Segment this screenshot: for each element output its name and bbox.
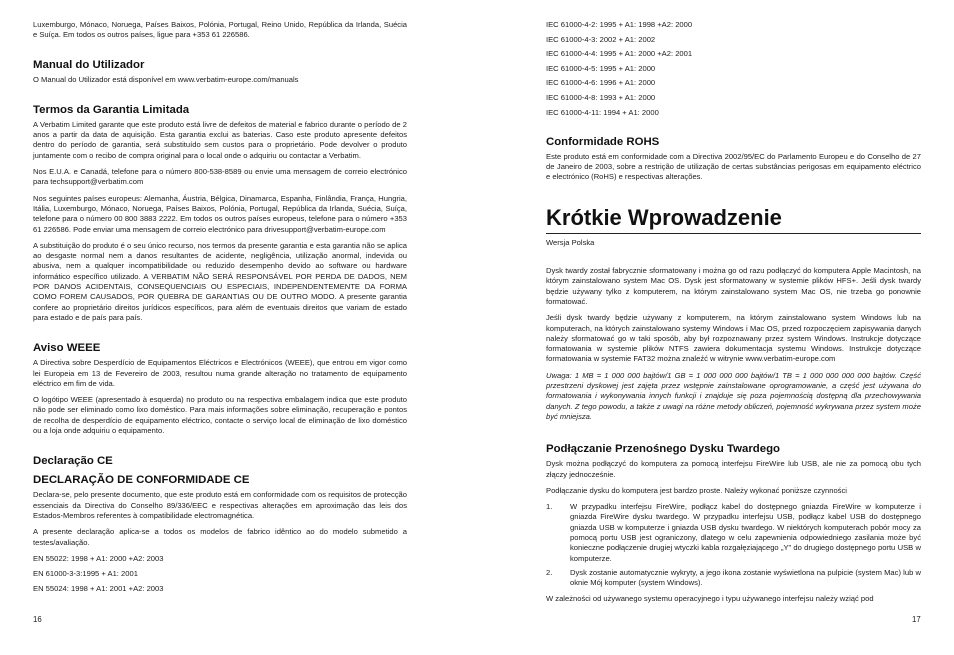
ce-paragraph-2: A presente declaração aplica-se a todos os modelos de fabrico idêntico ao do modelo submetido a testes/avaliação. <box>33 527 407 547</box>
iec-standard: IEC 61000-4-2: 1995 + A1: 1998 +A2: 2000 <box>546 20 693 29</box>
iec-standard: IEC 61000-4-11: 1994 + A1: 2000 <box>546 107 659 117</box>
iec-standard: IEC 61000-4-4: 1995 + A1: 2000 +A2: 2001 <box>546 49 693 59</box>
iec-standard: IEC 61000-4-3: 2002 + A1: 2002 <box>546 34 656 44</box>
intro-paragraph-2: Jeśli dysk twardy będzie używany z komputerem, na którym zainstalowano system Windows lub na komputerach, na których zainstalowano systemy Windows i Mac OS, przed rozpoczęciem zapisywania danych należy sformatować go w taki sposób, aby był rozpoznawany przez system Windows. Instrukcje dotyczące formatowania w systemie plików NTFS zawiera dokumentacja systemu Windows. Instrukcje dotyczące formatowania w systemie FAT32 można znaleźć w witrynie www.verbatim-europe.com <box>546 313 921 364</box>
list-item <box>546 568 921 589</box>
connect-heading: Podłączanie Przenośnego Dysku Twardego <box>546 443 780 456</box>
ce-paragraph-1: Declara-se, pelo presente documento, que este produto está em conformidade com os requisitos de protecção essenciais da Directiva do Conselho 89/336/EEC e respectivas alterações em aproximação das leis dos Estados-Membros referentes à compatibilidade electromagnética. <box>33 490 407 520</box>
warranty-heading: Termos da Garantia Limitada <box>33 103 190 116</box>
warranty-paragraph-1: A Verbatim Limited garante que este produto está livre de defeitos de material e fabrico durante o período de 2 anos a partir da data de aquisição. Esta garantia exclui as baterias. Caso este produto apresente defeitos dentro do período de garantia, será substituído sem custos para o proprietário. Pode devolver o produto juntamente com o recibo de compra original para o local onde o adquiriu ou contactar a Verbatim. <box>33 119 407 160</box>
page-number-left: 16 <box>33 615 42 624</box>
iec-standard: IEC 61000-4-5: 1995 + A1: 2000 <box>546 63 656 73</box>
capacity-note: Uwaga: 1 MB = 1 000 000 bajtów/1 GB = 1 000 000 000 bajtów/1 TB = 1 000 000 000 000 bajtów. Część przestrzeni dyskowej jest zajęta przez wstępnie zainstalowane oprogramowanie, a część jest używana do formatowania i wykonywania innych funkcji i znajduje się poza pojemnością dostępną dla przechowywania danych. Z tego powodu, a także z uwagi na różne metody obliczeń, pojemność wykrywana przez system może być mniejsza. <box>546 370 921 421</box>
left-page <box>33 0 407 655</box>
document-title: Krótkie Wprowadzenie <box>546 204 782 230</box>
ce-heading: Declaração CE <box>33 455 113 468</box>
connect-steps-list <box>546 502 921 588</box>
warranty-paragraph-4: A substituição do produto é o seu único recurso, nos termos da presente garantia e esta garantia não se aplica ao desgaste normal nem a danos resultantes de acidente, negligência, utilização anormal, indevida ou abusiva, nem a qualquer incompatibilidade ou reduzido desempenho devido ao software ou hardware informático específico utilizado. A VERBATIM NÃO SERÁ RESPONSÁVEL POR PERDA DE DADOS, NEM POR DANOS ACIDENTAIS, CONSEQUENCIAIS OU ESPECIAIS, INDEPENDENTEMENTE DA FORMA COMO FOREM CAUSADOS, POR QUEBRA DE GARANTIAS OU DE OUTRO MODO. A presente garantia confere ao proprietário direitos jurídicos específicos, para além de eventuais direitos que variam de estado para estado e de país para país. <box>33 240 407 322</box>
list-item-number: 1. <box>546 502 553 512</box>
ce-standard: EN 61000-3-3:1995 + A1: 2001 <box>33 569 138 579</box>
rohs-heading: Conformidade ROHS <box>546 135 660 148</box>
list-item-number: 2. <box>546 567 553 577</box>
manual-text: O Manual do Utilizador está disponível em www.verbatim-europe.com/manuals <box>33 74 299 84</box>
list-item-text: Dysk zostanie automatycznie wykryty, a jego ikona zostanie wyświetlona na pulpicie (system Mac) lub w oknie Mój komputer (system Windows). <box>570 567 921 588</box>
weee-paragraph-1: A Directiva sobre Desperdício de Equipamentos Eléctricos e Electrónicos (WEEE), que entrou em vigor como lei Europeia em 13 de Fevereiro de 2003, resultou numa grande alteração no tratamento de equipamento eléctrico em fim de vida. <box>33 358 407 388</box>
manual-heading: Manual do Utilizador <box>33 58 145 71</box>
iec-standard: IEC 61000-4-6: 1996 + A1: 2000 <box>546 78 656 88</box>
ce-standard: EN 55024: 1998 + A1: 2001 +A2: 2003 <box>33 584 164 594</box>
connect-paragraph-2: Podłączanie dysku do komputera jest bardzo proste. Należy wykonać poniższe czynności <box>546 485 847 495</box>
ce-conformity-heading: DECLARAÇÃO DE CONFORMIDADE CE <box>33 474 250 487</box>
document-subtitle: Wersja Polska <box>546 237 595 247</box>
weee-paragraph-2: O logótipo WEEE (apresentado à esquerda) no produto ou na respectiva embalagem indica que este produto não pode ser eliminado como lixo doméstico. Para mais informações sobre eliminação, recuperação e pontos de recolha de desperdício de equipamento eléctrico, contacte o serviço local de eliminação de lixo doméstico ou a loja onde adquiriu o equipamento. <box>33 395 407 436</box>
iec-standards-list <box>546 20 921 118</box>
connect-paragraph-3: W zależności od używanego systemu operacyjnego i typu używanego interfejsu należy wziąć pod <box>546 594 874 604</box>
intro-paragraph-1: Dysk twardy został fabrycznie sformatowany i można go od razu podłączyć do komputera Apple Macintosh, na którym zainstalowano system Mac OS. Dysk jest sformatowany w systemie plików HFS+. Jeśli dysk twardy będzie używany tylko z komputerem, na którym zainstalowano system Mac OS, nie trzeba go ponownie formatować. <box>546 266 921 306</box>
connect-paragraph-1: Dysk można podłączyć do komputera za pomocą interfejsu FireWire lub USB, ale nie za pomocą obu tych złączy jednocześnie. <box>546 459 921 479</box>
weee-heading: Aviso WEEE <box>33 342 101 355</box>
right-page <box>546 0 921 655</box>
ce-standards-list <box>33 554 407 595</box>
list-item <box>546 502 921 564</box>
warranty-paragraph-2: Nos E.U.A. e Canadá, telefone para o número 800-538-8589 ou envie uma mensagem de correio electrónico para techsupport@verbatim.com <box>33 167 407 187</box>
warranty-paragraph-3: Nos seguintes países europeus: Alemanha, Áustria, Bélgica, Dinamarca, Espanha, Finlândia, França, Hungria, Itália, Luxemburgo, Mónaco, Noruega, Países Baixos, Polónia, Portugal, República da Irlanda, Suécia, Suíça, telefone para o número 00 800 3883 2222. Em todos os outros países europeus, telefone para o número +353 61 226586. Pode enviar uma mensagem de correio electrónico para drivesupport@verbatim-europe.com <box>33 193 407 234</box>
page-number-right: 17 <box>912 615 921 624</box>
rohs-text: Este produto está em conformidade com a Directiva 2002/95/EC do Parlamento Europeu e do Conselho de 27 de Janeiro de 2003, sobre a restrição de utilização de certas substâncias perigosas em equipamento eléctrico e electrónico (RoHS) e respectivas alterações. <box>546 151 921 182</box>
ce-standard: EN 55022: 1998 + A1: 2000 +A2: 2003 <box>33 553 164 563</box>
list-item-text: W przypadku interfejsu FireWire, podłącz kabel do dostępnego gniazda FireWire w komputerze i gniazda FireWire dysku twardego. W przypadku interfejsu USB, podłącz kabel USB do dostępnego gniazda USB w komputerze i gniazda USB dysku twardego. W niektórych komputerach pobór mocy za pomocą portu USB jest ograniczony, dlatego w celu zapewnienia odpowiedniego zasilania może być konieczne podłączenie drugiej wtyczki kabla rozgałęziającego „Y” do drugiego dostępnego portu USB w komputerze. <box>570 502 921 563</box>
iec-standard: IEC 61000-4-8: 1993 + A1: 2000 <box>546 92 656 102</box>
title-rule <box>546 233 921 234</box>
intro-text: Luxemburgo, Mónaco, Noruega, Países Baixos, Polónia, Portugal, Reino Unido, República da Irlanda, Suécia e Suíça. Em todos os outros países, ligue para +353 61 226586. <box>33 20 407 40</box>
